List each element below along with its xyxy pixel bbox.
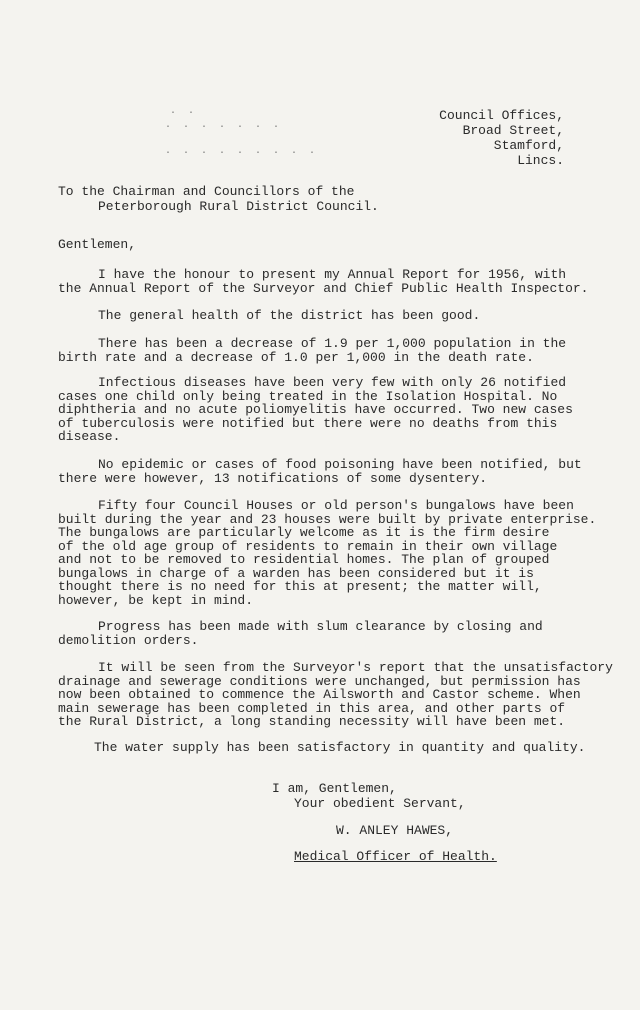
signatory-title: Medical Officer of Health. [294,849,497,864]
closing-line: Your obedient Servant, [294,796,466,811]
text-line: drainage and sewerage conditions were unchanged, but permission has [58,673,581,689]
greeting: Gentlemen, [58,237,137,252]
text-line: thought there is no need for this at present; the matter will, [58,579,542,594]
text-line: however, be kept in mind. [58,592,254,608]
paragraph-food-poisoning [58,458,628,485]
text-line: disease. [58,429,121,444]
paragraph-housing [58,499,628,607]
text-line: of tuberculosis were notified but there were no deaths from this [58,415,558,431]
text-line: demolition orders. [58,632,199,648]
text-line: The general health of the district has been good. [98,308,481,323]
text-line: Infectious diseases have been very few with only 26 notified [98,375,567,390]
text-line: the Rural District, a long standing necessity will have been met. [58,714,566,729]
text-line: and not to be removed to residential homes. The plan of grouped [58,552,550,567]
paragraph-sewerage [58,661,628,729]
paragraph-water-supply [58,741,628,755]
text-line: the Annual Report of the Surveyor and Chief Public Health Inspector. [58,280,589,296]
text-line: diphtheria and no acute poliomyelitis have occurred. Two new cases [58,402,573,417]
text-line: I have the honour to present my Annual Report for 1956, with [98,267,567,282]
text-line: bungalows in charge of a warden has been considered but it is [58,565,534,581]
text-line: birth rate and a decrease of 1.0 per 1,000 in the death rate. [58,349,534,365]
text-line: It will be seen from the Surveyor's report that the unsatisfactory [98,660,613,675]
text-line: there were however, 13 notifications of some dysentery. [58,470,488,486]
text-line: main sewerage has been completed in this area, and other parts of [58,700,566,716]
address-line: Lincs. [517,153,564,168]
sender-address [439,108,564,168]
text-line: No epidemic or cases of food poisoning have been notified, but [98,457,582,472]
address-line: Stamford, [493,138,564,153]
closing-line: I am, Gentlemen, [272,781,397,796]
text-line: built during the year and 23 houses were built by private enterprise. [58,511,597,527]
text-line: now been obtained to commence the Ailsworth and Castor scheme. When [58,687,581,702]
address-line: Council Offices, [439,108,564,123]
recipient-line: To the Chairman and Councillors of the [58,184,355,199]
signatory-name: W. ANLEY HAWES, [336,823,454,838]
recipient [58,184,598,214]
text-line: Fifty four Council Houses or old person's bungalows have been [98,498,574,513]
address-line: Broad Street, [462,123,564,138]
paragraph-slum-clearance [58,620,628,647]
text-line: Progress has been made with slum clearance by closing and [98,619,543,634]
faint-dots: · · · · · · · · · [165,148,319,159]
faint-dots: · · [170,108,198,119]
text-line: There has been a decrease of 1.9 per 1,000 population in the [98,336,567,351]
text-line: The water supply has been satisfactory in quantity and quality. [94,740,586,755]
paragraph-birth-death-rate [58,337,628,364]
paragraph-annual-report [58,268,628,295]
text-line: cases one child only being treated in the Isolation Hospital. No [58,388,558,404]
faint-dots: · · · · · · · [165,122,283,133]
recipient-line: Peterborough Rural District Council. [98,199,379,214]
text-line: of the old age group of residents to remain in their own village [58,538,558,554]
paragraph-general-health [58,309,628,323]
paragraph-infectious-diseases [58,376,628,444]
text-line: The bungalows are particularly welcome as it is the firm desire [58,525,550,540]
